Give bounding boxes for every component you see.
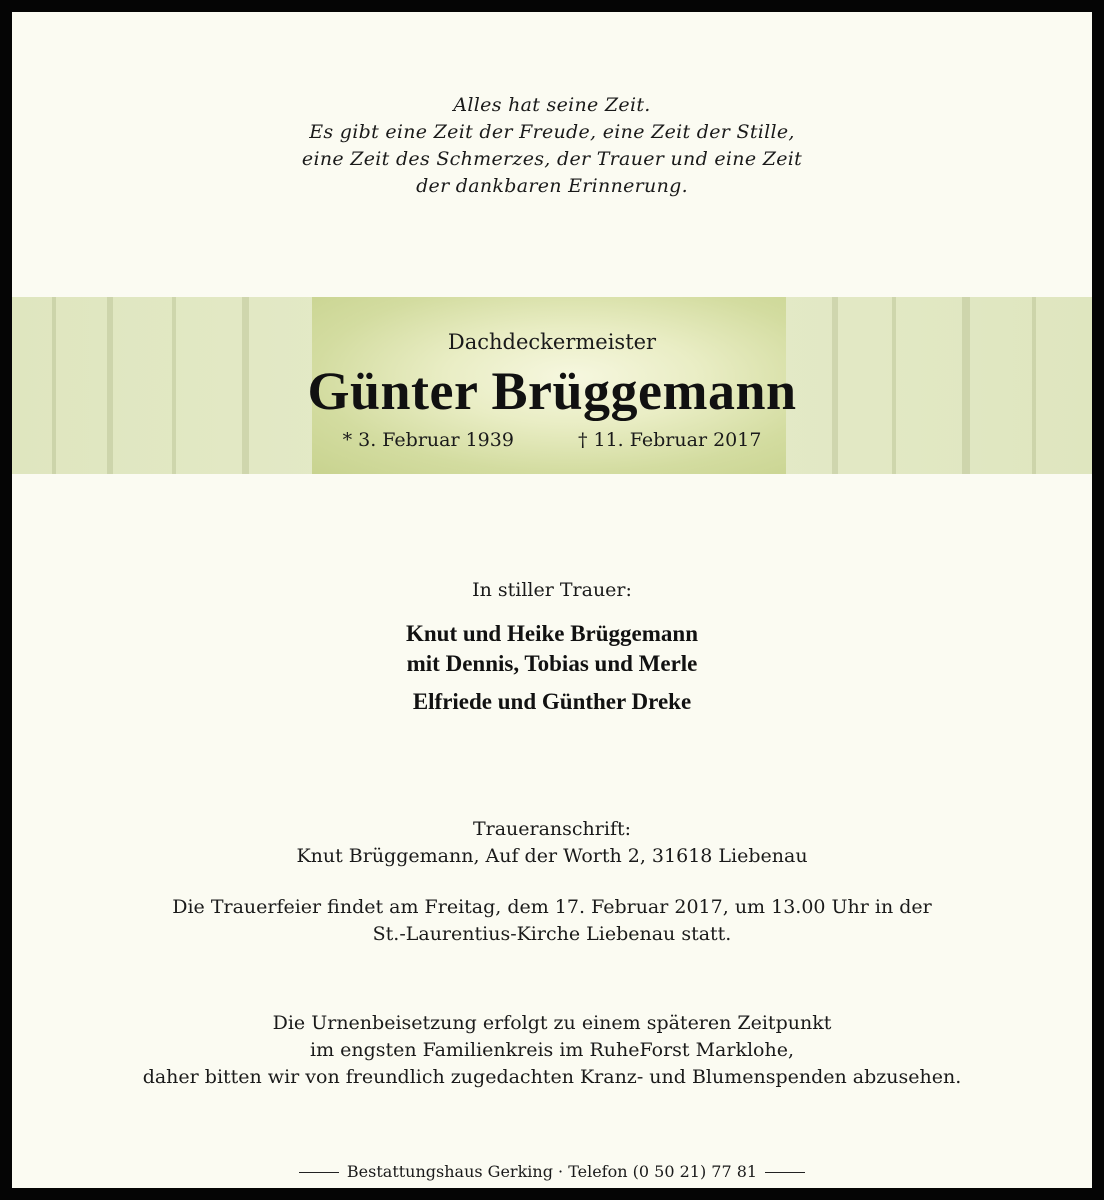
death-date: † 11. Februar 2017 <box>577 429 762 451</box>
deceased-name: Günter Brüggemann <box>307 361 797 421</box>
service-line: St.-Laurentius-Kirche Liebenau statt. <box>372 923 732 945</box>
address-label: Traueranschrift: <box>472 818 632 840</box>
quote-line: Es gibt eine Zeit der Freude, eine Zeit der Stille, <box>309 121 795 143</box>
mourning-address <box>12 816 1092 870</box>
memorial-quote <box>12 92 1092 200</box>
footer-rule-right <box>765 1172 805 1173</box>
deceased-profession: Dachdeckermeister <box>447 330 657 354</box>
footer-rule-left <box>299 1172 339 1173</box>
mourners-list <box>12 619 1092 717</box>
life-dates <box>12 429 1092 451</box>
mourner-family: Knut und Heike Brüggemann <box>405 621 699 646</box>
mourner-family-children: mit Dennis, Tobias und Merle <box>406 651 698 676</box>
mourner-family: Elfriede und Günther Dreke <box>412 689 692 714</box>
funeral-home-footer <box>12 1162 1092 1181</box>
urn-burial-info <box>12 1010 1092 1091</box>
birth-date: * 3. Februar 1939 <box>342 429 514 451</box>
quote-line: eine Zeit des Schmerzes, der Trauer und eine Zeit <box>301 148 803 170</box>
service-line: Die Trauerfeier findet am Freitag, dem 17. Februar 2017, um 13.00 Uhr in der <box>172 896 932 918</box>
burial-line: daher bitten wir von freundlich zugedachten Kranz- und Blumenspenden abzusehen. <box>142 1066 962 1088</box>
mourning-intro: In stiller Trauer: <box>472 579 632 601</box>
quote-line: Alles hat seine Zeit. <box>453 94 651 116</box>
address-value: Knut Brüggemann, Auf der Worth 2, 31618 Liebenau <box>296 845 808 867</box>
funeral-service-info <box>12 894 1092 948</box>
funeral-home-contact: Bestattungshaus Gerking · Telefon (0 50 21) 77 81 <box>346 1162 758 1181</box>
burial-line: Die Urnenbeisetzung erfolgt zu einem späteren Zeitpunkt <box>272 1012 832 1034</box>
quote-line: der dankbaren Erinnerung. <box>416 175 688 197</box>
burial-line: im engsten Familienkreis im RuheForst Marklohe, <box>310 1039 794 1061</box>
